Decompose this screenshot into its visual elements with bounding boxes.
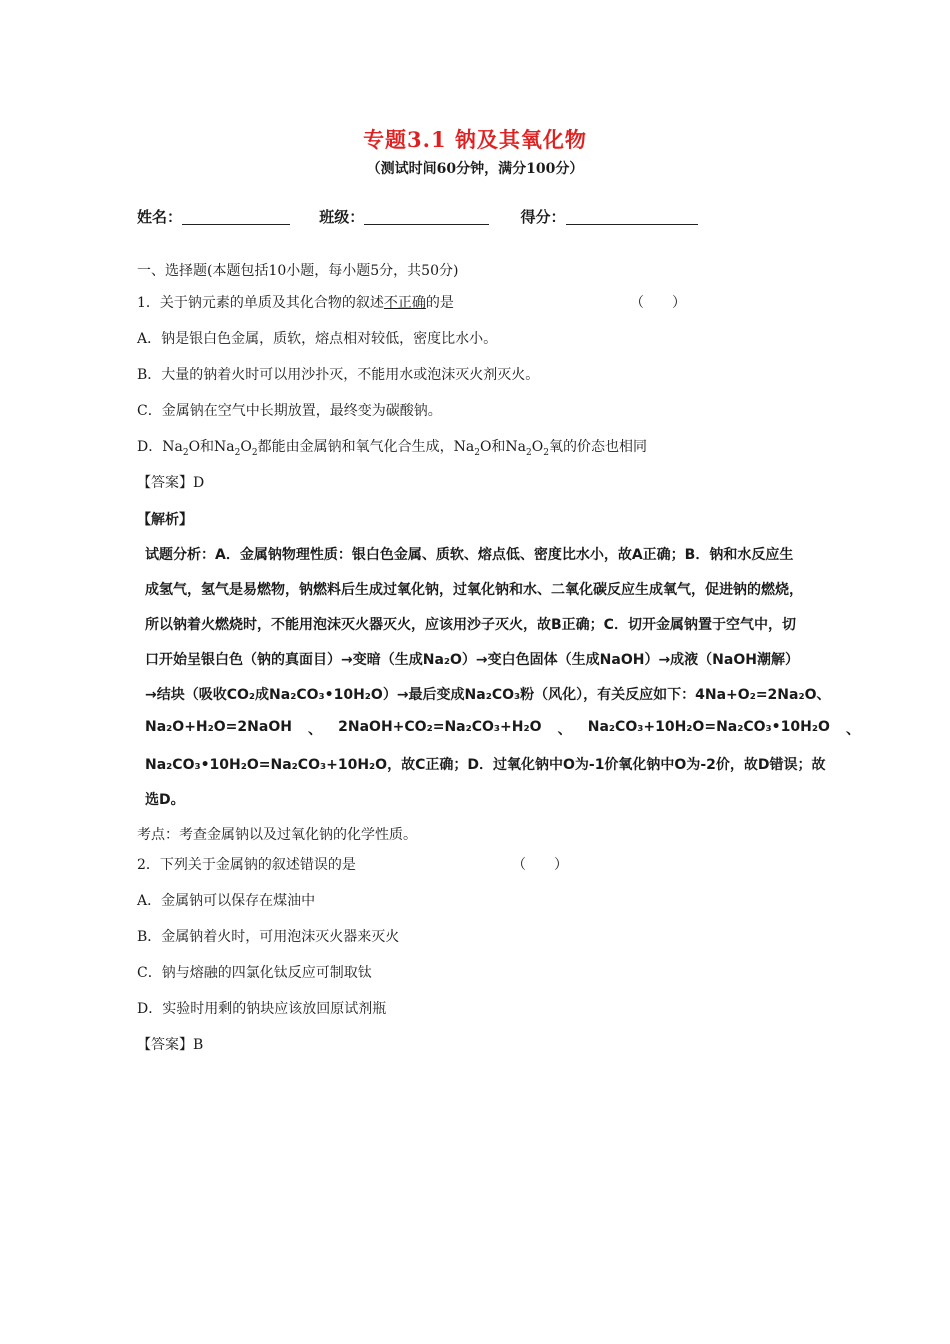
q1-option-a: A．钠是银白色金属，质软，熔点相对较低，密度比水小。 bbox=[137, 331, 498, 347]
q2-option-d: D．实验时用剩的钠块应该放回原试剂瓶 bbox=[137, 1001, 387, 1017]
q2-answer: 【答案】B bbox=[137, 1037, 204, 1053]
q1-stem: 1．关于钠元素的单质及其化合物的叙述不正确的是 bbox=[137, 295, 454, 311]
score-blank[interactable] bbox=[566, 210, 698, 225]
name-blank[interactable] bbox=[182, 210, 290, 225]
q1-analysis-line-7: Na₂CO₃•10H₂O=Na₂CO₃+10H₂O，故C正确；D．过氧化钠中O为-1价氧化钠中O为-2价，故D错误；故 bbox=[145, 757, 826, 773]
section-heading: 一、选择题(本题包括10小题，每小题5分，共50分) bbox=[137, 263, 459, 279]
q1-answer-paren: （ ） bbox=[630, 295, 686, 311]
q2-option-c: C．钠与熔融的四氯化钛反应可制取钛 bbox=[137, 965, 372, 981]
student-info-row bbox=[137, 206, 698, 227]
q1-analysis-line-8: 选D。 bbox=[145, 792, 185, 808]
q1-analysis-line-1: 试题分析：A．金属钠物理性质：银白色金属、质软、熔点低、密度比水小，故A正确；B．钠和水反应生 bbox=[145, 547, 794, 563]
q1-analysis-line-6: Na₂O+H₂O=2NaOH 、 2NaOH+CO₂=Na₂CO₃+H₂O 、 Na₂CO₃+10H₂O=Na₂CO₃•10H₂O 、 bbox=[145, 719, 860, 738]
q1-analysis-line-4: 口开始呈银白色（钠的真面目）→变暗（生成Na₂O）→变白色固体（生成NaOH）→成液（NaOH潮解） bbox=[145, 652, 799, 668]
q1-analysis-line-3: 所以钠着火燃烧时，不能用泡沫灭火器灭火，应该用沙子灭火，故B正确；C．切开金属钠置于空气中，切 bbox=[145, 617, 796, 633]
class-blank[interactable] bbox=[364, 210, 489, 225]
q2-answer-paren: （ ） bbox=[512, 857, 568, 873]
q2-stem: 2．下列关于金属钠的叙述错误的是 bbox=[137, 857, 356, 873]
page-subtitle: （测试时间60分钟，满分100分） bbox=[366, 161, 584, 177]
name-label: 姓名： bbox=[137, 208, 183, 226]
q1-option-c: C．金属钠在空气中长期放置，最终变为碳酸钠。 bbox=[137, 403, 442, 419]
q1-analysis-line-5: →结块（吸收CO₂成Na₂CO₃•10H₂O）→最后变成Na₂CO₃粉（风化），有关反应如下：4Na+O₂=2Na₂O、 bbox=[145, 687, 831, 703]
q1-analysis-line-2: 成氢气，氢气是易燃物，钠燃料后生成过氧化钠，过氧化钠和水、二氧化碳反应生成氧气，促进钠的燃烧， bbox=[145, 582, 803, 598]
q1-analysis-label: 【解析】 bbox=[137, 512, 193, 528]
q1-option-b: B．大量的钠着火时可以用沙扑灭，不能用水或泡沫灭火剂灭火。 bbox=[137, 367, 540, 383]
page-title: 专题3.1 钠及其氧化物 bbox=[363, 127, 587, 152]
q2-option-a: A．金属钠可以保存在煤油中 bbox=[137, 893, 316, 909]
q1-kaodian: 考点：考查金属钠以及过氧化钠的化学性质。 bbox=[137, 827, 417, 843]
q2-option-b: B．金属钠着火时，可用泡沫灭火器来灭火 bbox=[137, 929, 400, 945]
score-label: 得分： bbox=[520, 208, 566, 226]
class-label: 班级： bbox=[319, 208, 365, 226]
q1-answer: 【答案】D bbox=[137, 475, 205, 491]
q1-option-d: D．$Na_2O$和$Na_2O_2$都能由金属钠和氧气化合生成，$Na_2O$和$Na_2O_2$氧的价态也相同 bbox=[137, 439, 647, 458]
